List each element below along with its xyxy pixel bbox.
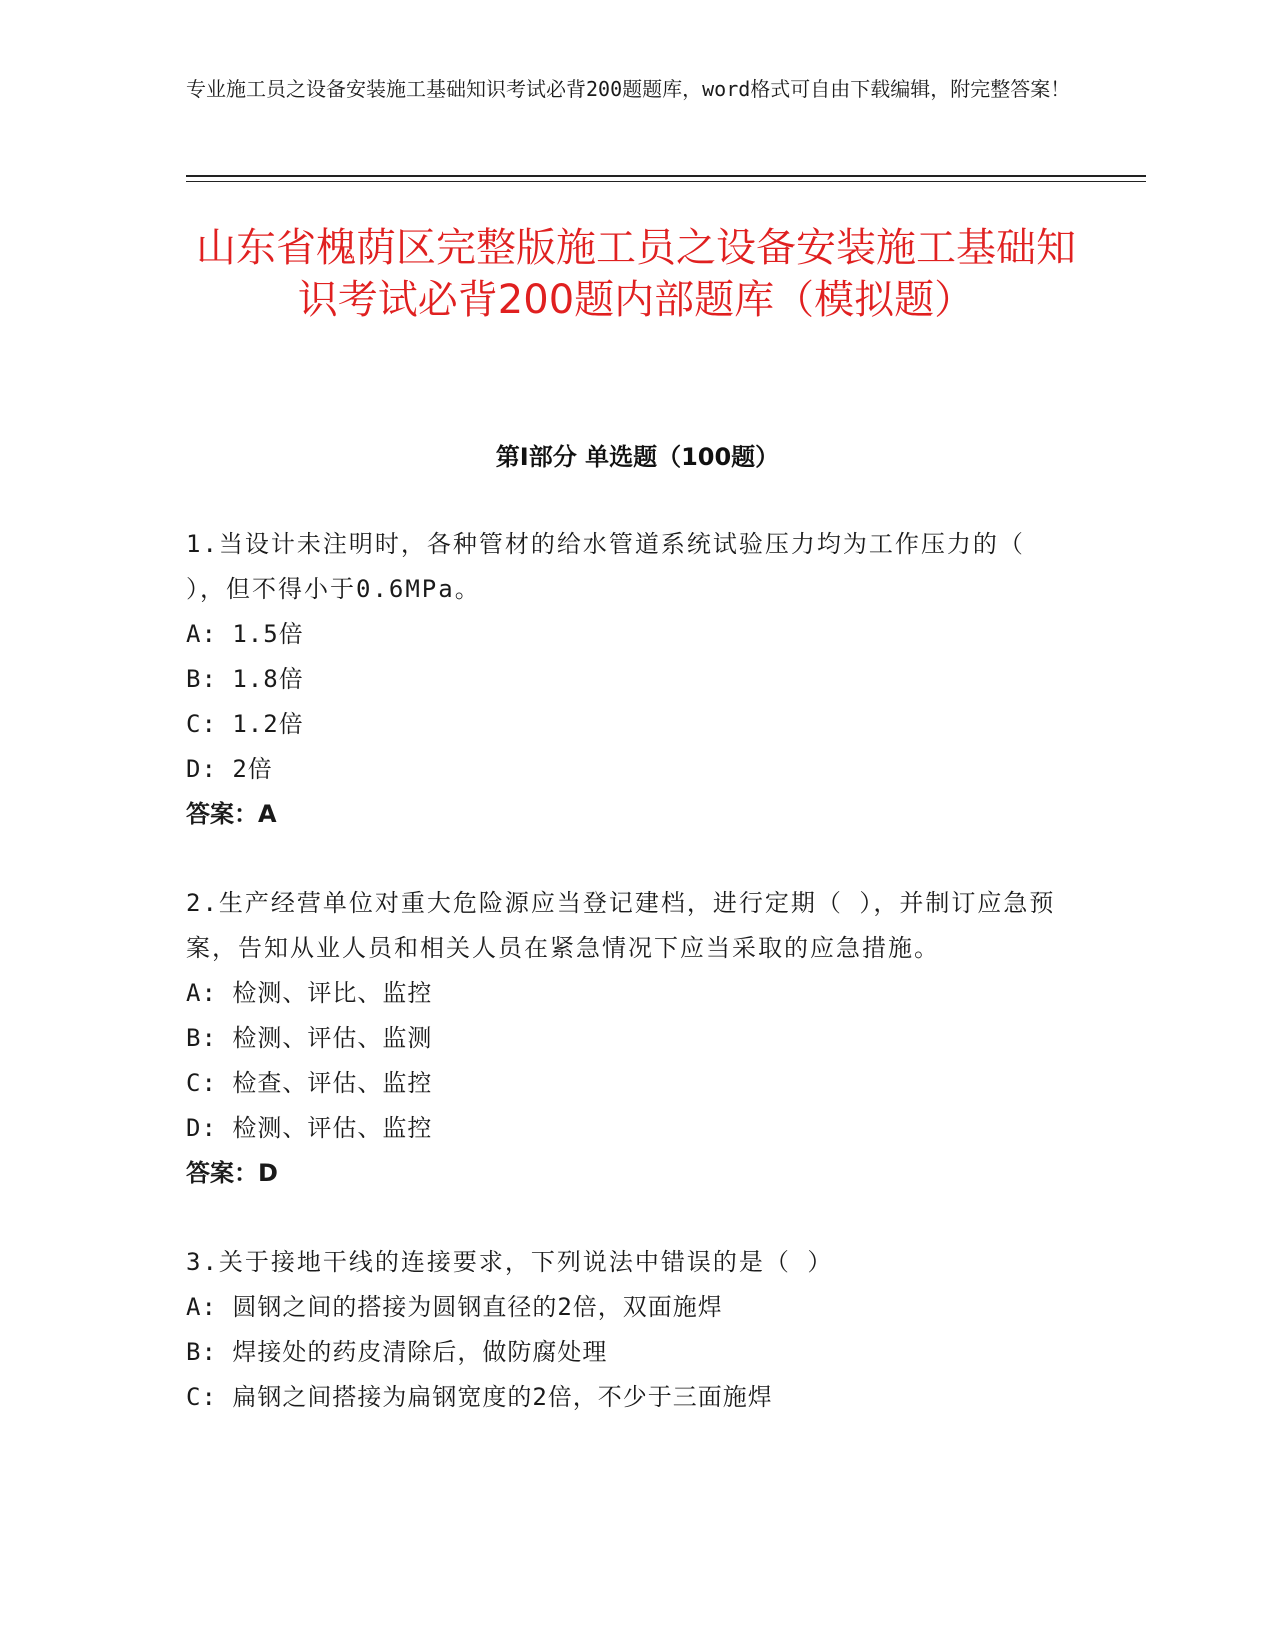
- option-b: B: 检测、评估、监测: [186, 1024, 433, 1052]
- header-rule-thick: [186, 175, 1146, 177]
- question-list: [186, 522, 1056, 1464]
- option-b: B: 焊接处的药皮清除后，做防腐处理: [186, 1338, 608, 1366]
- question-1: [186, 522, 1056, 837]
- option-b: B: 1.8倍: [186, 665, 304, 693]
- option-d: D: 2倍: [186, 755, 273, 783]
- question-stem: 2.生产经营单位对重大危险源应当登记建档，进行定期（ ），并制订应急预案，告知从业人员和相关人员在紧急情况下应当采取的应急措施。: [186, 889, 1056, 962]
- header-rule-thin: [186, 181, 1146, 182]
- option-c: C: 1.2倍: [186, 710, 304, 738]
- option-a: A: 检测、评比、监控: [186, 979, 433, 1007]
- option-c: C: 检查、评估、监控: [186, 1069, 433, 1097]
- answer: 答案：D: [186, 1159, 278, 1187]
- question-2: [186, 881, 1056, 1196]
- section-title: 第Ⅰ部分 单选题（100题）: [495, 443, 780, 471]
- header-note: 专业施工员之设备安装施工基础知识考试必背200题题库，word格式可自由下载编辑，附完整答案！: [186, 77, 1071, 101]
- option-a: A: 1.5倍: [186, 620, 304, 648]
- page-title: 山东省槐荫区完整版施工员之设备安装施工基础知识考试必背200题内部题库（模拟题）: [196, 225, 1076, 323]
- option-c: C: 扁钢之间搭接为扁钢宽度的2倍，不少于三面施焊: [186, 1383, 773, 1411]
- question-stem: 1.当设计未注明时，各种管材的给水管道系统试验压力均为工作压力的（ ），但不得小于0.6MPa。: [186, 530, 1025, 603]
- option-a: A: 圆钢之间的搭接为圆钢直径的2倍，双面施焊: [186, 1293, 723, 1321]
- option-d: D: 检测、评估、监控: [186, 1114, 433, 1142]
- question-3: [186, 1240, 1056, 1420]
- question-stem: 3.关于接地干线的连接要求，下列说法中错误的是（ ）: [186, 1248, 834, 1276]
- answer: 答案：A: [186, 800, 277, 828]
